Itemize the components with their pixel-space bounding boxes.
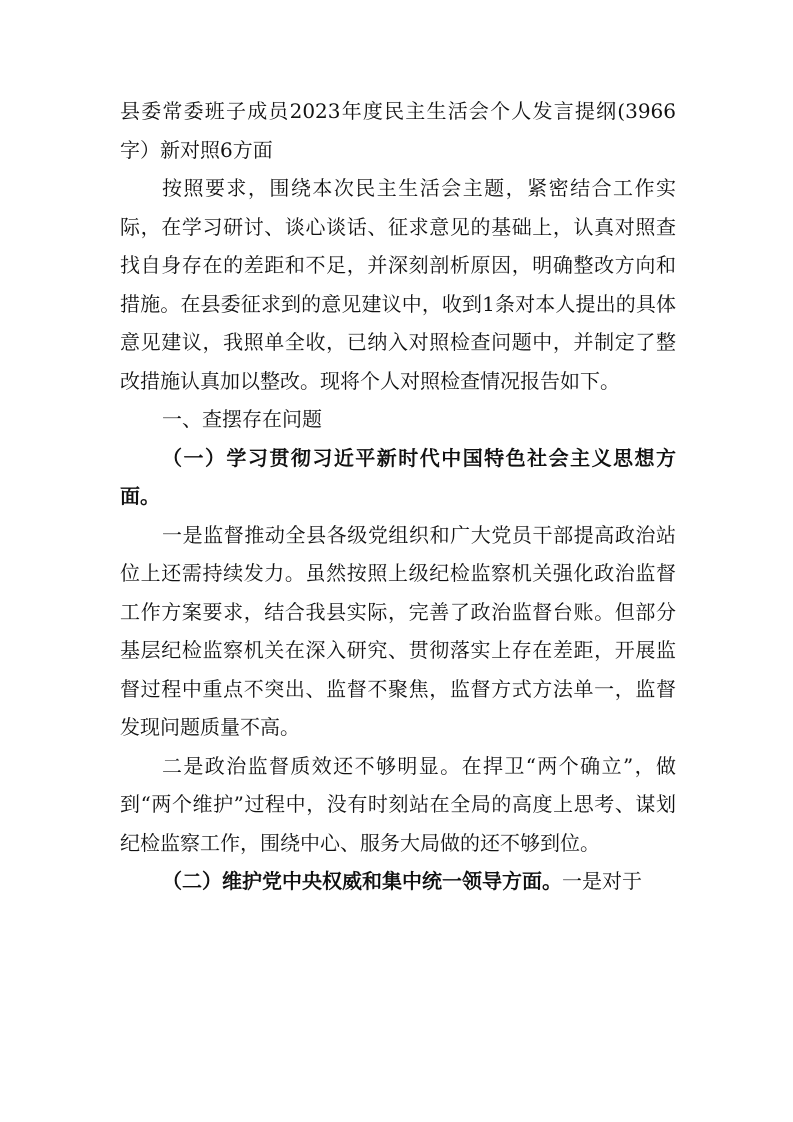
subsection-2-paragraph bbox=[120, 862, 676, 901]
document-title: 县委常委班子成员2023年度民主生活会个人发言提纲(3966字）新对照6方面 bbox=[120, 99, 676, 162]
subsection-heading-1: （一）学习贯彻习近平新时代中国特色社会主义思想方面。 bbox=[120, 445, 676, 508]
paragraph-1: 一是监督推动全县各级党组织和广大党员干部提高政治站位上还需持续发力。虽然按照上级纪检监察机关强化政治监督工作方案要求，结合我县实际，完善了政治监督台账。但部分基层纪检监察机关在深入研究、贯彻落实上存在差距，开展监督过程中重点不突出、监督不聚焦，监督方式方法单一，监督发现问题质量不高。 bbox=[120, 522, 676, 739]
subsection-2-text: 一是对于 bbox=[562, 869, 642, 893]
intro-paragraph: 按照要求，围绕本次民主生活会主题，紧密结合工作实际，在学习研讨、谈心谈话、征求意见的基础上，认真对照查找自身存在的差距和不足，并深刻剖析原因，明确整改方向和措施。在县委征求到的意见建议中，收到1条对本人提出的具体意见建议，我照单全收，已纳入对照检查问题中，并制定了整改措施认真加以整改。现将个人对照检查情况报告如下。 bbox=[120, 176, 676, 393]
document-body bbox=[120, 92, 676, 901]
section-heading-1: 一、查摆存在问题 bbox=[162, 407, 322, 431]
subsection-heading-2: （二）维护党中央权威和集中统一领导方面。 bbox=[162, 869, 562, 893]
paragraph-2: 二是政治监督质效还不够明显。在捍卫“两个确立”，做到“两个维护”过程中，没有时刻站在全局的高度上思考、谋划纪检监察工作，围绕中心、服务大局做的还不够到位。 bbox=[120, 753, 676, 855]
